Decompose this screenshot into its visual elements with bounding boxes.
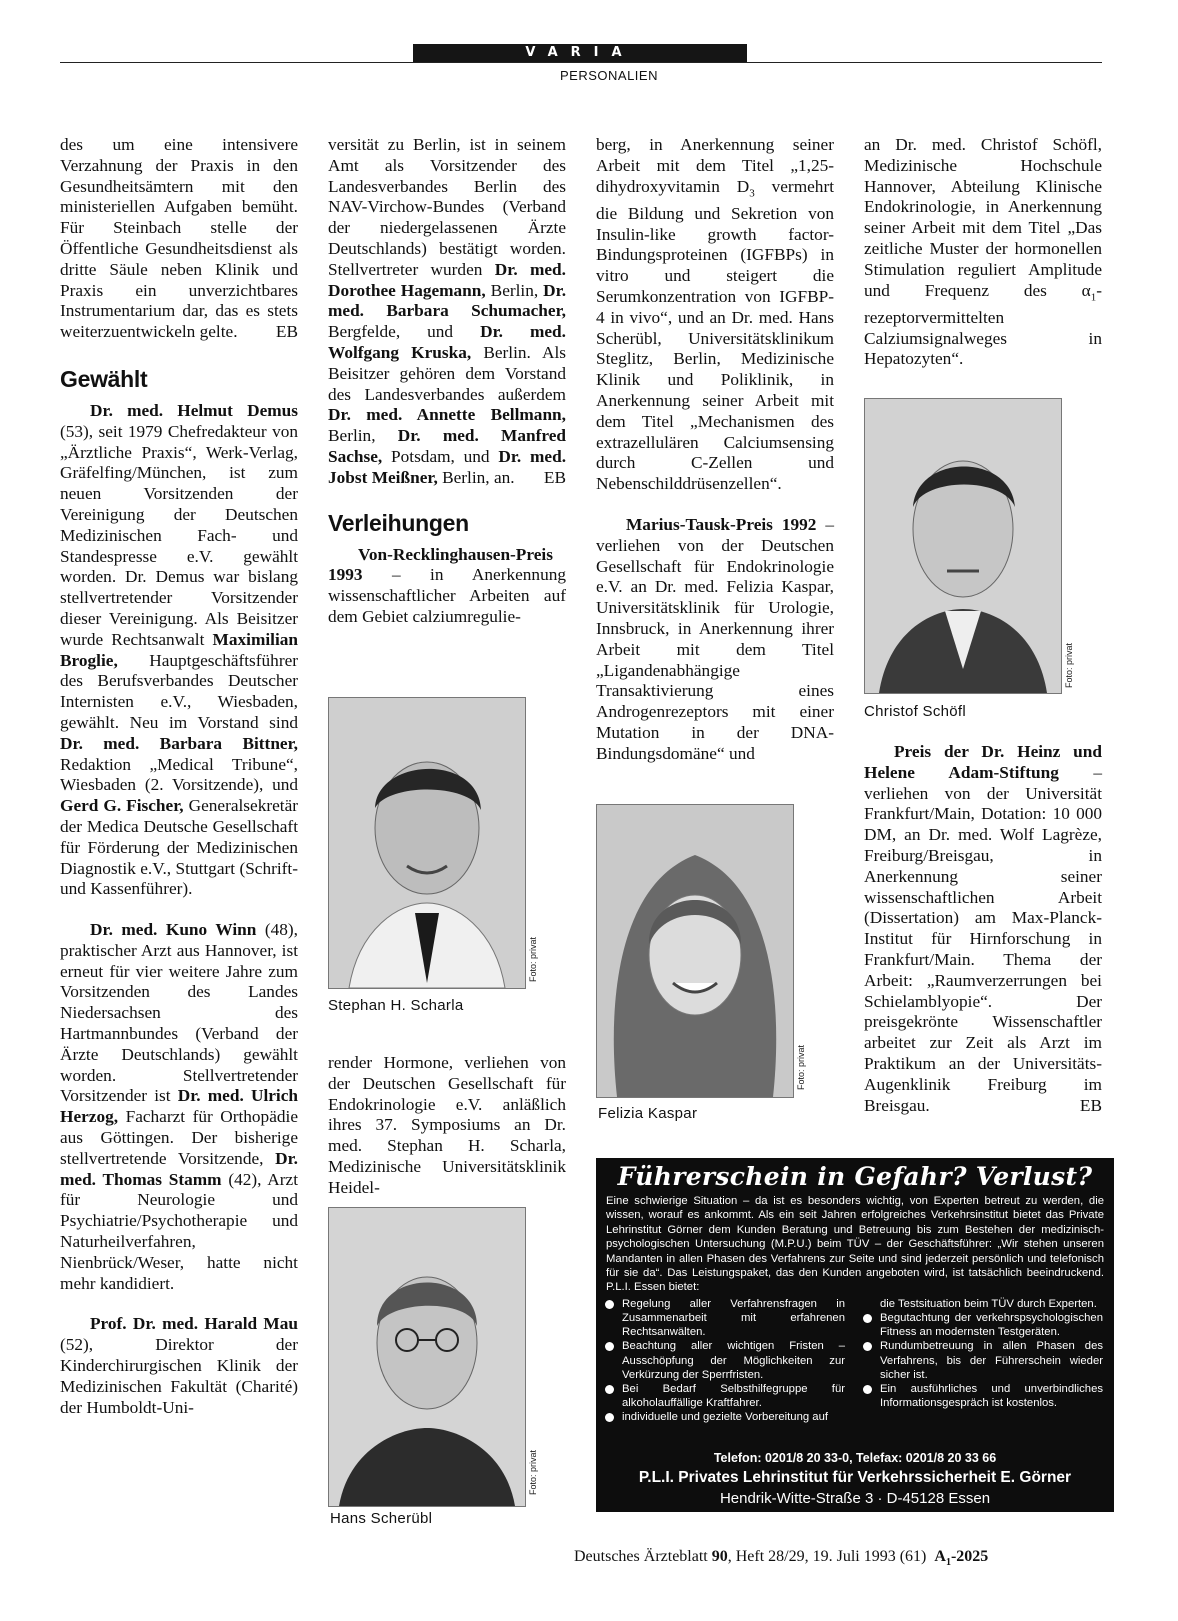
- article-scheruebl: [596, 135, 834, 495]
- text: Potsdam, und: [391, 446, 490, 466]
- text: Berlin,: [490, 280, 539, 300]
- advertisement-box: [596, 1158, 1114, 1512]
- author-sign: EB: [275, 322, 298, 342]
- ad-intro: Eine schwierige Situation – da ist es besonders wichtig, von Experten betreut zu werden, die wissen, worauf es ankommt. Als ein seit Jahren erfolgreiches Verkehrsinstitut bietet das Private Lehrinstitut Görner dem Kunden Beratung und Betreuung bis zum Bestehen der medizinisch-psychologischen Untersuchung (M.P.U.) beim TÜV – der Geschäftsführer: „Wir stehen unseren Mandanten in allen Phasen des Verfahrens zur Seite und sind jederzeit persönlich und telefonisch für sie da“. Das Leistungspaket, das den Kunden angeboten wird, ist tatsächlich beeindruckend. P.L.I. Essen bietet:: [606, 1195, 1104, 1294]
- person-name: Prof. Dr. med. Harald Mau: [90, 1314, 298, 1334]
- ad-list-item: Rundumbetreuung in allen Phasen des Verfahrens, bis der Führerschein wieder sicher ist.: [858, 1339, 1103, 1382]
- person-name: Dr. med. Barbara Schumacher,: [328, 280, 567, 321]
- issue-info: , Heft 28/29, 19. Juli 1993 (61): [727, 1548, 927, 1565]
- ad-title: Führerschein in Gefahr? Verlust?: [617, 1162, 1093, 1191]
- portrait-image: [329, 1208, 525, 1506]
- photo-credit: Foto: privat: [796, 1044, 806, 1090]
- author-sign: EB: [1079, 1095, 1102, 1115]
- ad-address: Hendrik-Witte-Straße 3 · D-45128 Essen: [719, 1489, 991, 1507]
- person-name: Dr. med. Dorothee Hagemann,: [328, 259, 566, 300]
- person-name: Dr. med. Jobst Meißner,: [328, 446, 567, 487]
- column-4: [864, 135, 1102, 370]
- photo-caption-scharla: Stephan H. Scharla: [328, 997, 464, 1014]
- page-footer: [574, 1548, 988, 1568]
- journal-name: Deutsches Ärzteblatt: [574, 1548, 708, 1565]
- text: Berlin, an.: [442, 467, 515, 487]
- text: Generalsekretär der Medica Deutsche Gesellschaft für Förderung der Medizinischen Diagnostik e.V., Stuttgart (Schrift- und Kassenführer).: [60, 796, 298, 899]
- text: an Dr. med. Christof Schöfl, Medizinische Hochschule Hannover, Abteilung Klinische Endokrinologie, in Anerkennung seiner Arbeit mit dem Titel „Das zeitliche Muster der hormonellen Stimulation reguliert Amplitude und Frequenz des α: [864, 135, 1102, 300]
- ad-list-item: Ein ausführliches und unverbindliches Informationsgespräch ist kostenlos.: [858, 1382, 1103, 1410]
- prize-name: Preis der Dr. Heinz und Helene Adam-Stiftung: [864, 742, 1102, 782]
- text: berg, in Anerkennung seiner Arbeit mit dem Titel „1,25-dihydroxyvitamin D: [596, 135, 834, 196]
- person-name: Dr. med. Barbara Bittner,: [60, 733, 298, 753]
- article-recklinghausen: [328, 545, 566, 628]
- person-name: Dr. med. Manfred Sachse,: [328, 426, 566, 466]
- ad-company-name: P.L.I. Privates Lehrinstitut für Verkehrssicherheit E. Görner: [638, 1468, 1072, 1486]
- person-name: Dr. med. Wolfgang Kruska,: [328, 322, 566, 362]
- column-2-continued: [328, 1053, 566, 1199]
- author-sign: EB: [543, 467, 566, 487]
- text: Berlin. Als Beisitzer gehören dem Vorstand des Landesverbandes außerdem: [328, 342, 567, 404]
- portrait-photo-scharla: [328, 697, 526, 989]
- subscript: 1: [1090, 291, 1097, 304]
- person-name: Gerd G. Fischer,: [60, 796, 184, 816]
- text: (42), Arzt für Neurologie und Psychiatrie/Psychotherapie und Naturheilverfahren, Nienbrück/Weser, hatte nicht mehr kandidiert.: [60, 1169, 298, 1293]
- volume: 90: [711, 1548, 728, 1565]
- text: vermehrt die Bildung und Sekretion von Insulin-like growth factor-Bindungsproteinen (IGFBPs) in vitro und steigert die Serumkonzentration von IGFBP-4 in vivo“, und an Dr. med. Hans Scherübl, Universitätsklinikum Steglitz, Berlin, Medizinische Klinik und Poliklinik, in Anerkennung seiner Arbeit mit dem Titel „Mechanismen des extrazellulären Calciumsensing durch C-Zellen und Nebenschilddrüsenzellen“.: [596, 176, 834, 494]
- page-number: [934, 1548, 989, 1569]
- text: Bergfelde, und: [328, 322, 454, 342]
- photo-credit: Foto: privat: [528, 936, 538, 982]
- photo-caption-scheruebl: Hans Scherübl: [330, 1510, 433, 1527]
- text: (48), praktischer Arzt aus Hannover, ist erneut für vier weitere Jahre zum Vorsitzenden des Landes Niedersachsen des Hartmannbundes (Verband der Ärzte Deutschlands) gewählt worden. Stellvertretender Vorsitzender ist: [60, 920, 298, 1106]
- person-name: Maximilian Broglie,: [60, 629, 298, 670]
- article-winn: [60, 920, 298, 1294]
- portrait-photo-schoefl: [864, 398, 1062, 694]
- prize-name: Marius-Tausk-Preis 1992: [626, 515, 817, 534]
- ad-list-item: Beachtung aller wichtigen Fristen – Ausschöpfung der Möglichkeiten zur Verkürzung der Sperrfristen.: [600, 1339, 845, 1382]
- text: -rezeptorvermittelten Calziumsignalweges in Hepatozyten“.: [864, 280, 1102, 369]
- article-recklinghausen-cont: render Hormone, verliehen von der Deutschen Gesellschaft für Endokrinologie e.V. anläßlich ihres 37. Symposiums an Dr. med. Stephan H. Scharla, Medizinische Universitätsklinik Heidel-: [328, 1053, 566, 1197]
- page-sub: 1: [945, 1557, 951, 1569]
- ad-list-item: Bei Bedarf Selbsthilfegruppe für alkoholauffällige Kraftfahrer.: [600, 1382, 845, 1410]
- page-prefix: A: [934, 1548, 946, 1565]
- heading-gewaehlt: Gewählt: [60, 365, 148, 392]
- page-num: -2025: [950, 1548, 989, 1565]
- intro-paragraph: [60, 135, 298, 343]
- text: Hauptgeschäftsführer des Berufsverbandes Deutscher Internisten e.V., Wiesbaden, gewählt. Neu im Vorstand sind: [60, 650, 298, 732]
- column-4-continued: [864, 742, 1102, 1116]
- text: (52), Direktor der Kinderchirurgischen Klinik der Medizinischen Fakultät (Charité) der Humboldt-Uni-: [60, 1335, 298, 1417]
- heading-verleihungen: Verleihungen: [328, 509, 469, 536]
- portrait-image: [865, 399, 1061, 693]
- ad-phone: Telefon: 0201/8 20 33-0, Telefax: 0201/8 20 33 66: [713, 1450, 997, 1465]
- text: Redaktion „Medical Tribune“, Wiesbaden (2. Vorsitzende), und: [60, 754, 298, 795]
- photo-credit: Foto: privat: [1064, 642, 1074, 688]
- ad-list-item: Begutachtung der verkehrspsychologischen Fitness an modernsten Testgeräten.: [858, 1311, 1103, 1339]
- text: versität zu Berlin, ist in seinem Amt als Vorsitzender des Landesverbandes Berlin des NAV-Virchow-Bundes (Verband der niedergelassenen Ärzte Deutschlands) bestätigt worden. Stellvertreter wurden: [328, 135, 566, 279]
- text: – verliehen von der Universität Frankfurt/Main, Dotation: 10 000 DM, an Dr. med. Wolf Lagrèze, Freiburg/Breisgau, in Anerkennung seiner wissenschaftlichen Arbeit (Dissertation) am Max-Planck-Institut für Hirnforschung in Frankfurt/Main. Thema der Arbeit: „Raumverzerrungen bei Schielamblyopie“. Der preisgekrönte Wissenschaftler arbeitet zur Zeit als Arzt im Praktikum an der Universitäts-Augenklinik Freiburg im Breisgau.: [864, 762, 1102, 1115]
- prize-name: Von-Recklinghausen-Preis 1993: [328, 544, 553, 585]
- text: Facharzt für Orthopädie aus Göttingen. Der bisherige stellvertretende Vorsitzende,: [60, 1107, 298, 1168]
- column-1: [60, 135, 298, 1418]
- photo-caption-kaspar: Felizia Kaspar: [598, 1105, 698, 1122]
- person-name: Dr. med. Thomas Stamm: [60, 1148, 298, 1189]
- portrait-image: [597, 805, 793, 1097]
- text: – verliehen von der Deutschen Gesellschaft für Endokrinologie e.V. an Dr. med. Felizia Kaspar, Universitätsklinik für Urologie, Innsbruck, in Anerkennung ihrer Arbeit mit dem Titel „Ligandenabhängige Transaktivierung eines Androgenrezeptors mit einer Mutation in der DNA-Bindungsdomäne“ und: [596, 515, 834, 763]
- ad-list-item: Regelung aller Verfahrensfragen in Zusammenarbeit mit erfahrenen Rechtsanwälten.: [600, 1297, 845, 1340]
- article-mau: [60, 1314, 298, 1418]
- intro-text: des um eine intensivere Verzahnung der Praxis in den Gesundheitsämtern mit den ministeriellen Aufgaben bemüht. Für Steinbach stelle der Öffentliche Gesundheitsdienst als dritte Säule neben Klinik und Praxis ein unverzichtbares Instrumentarium dar, das es stets weiterzuentwickeln gelte.: [60, 135, 298, 342]
- text: (53), seit 1979 Chefredakteur von „Ärztliche Praxis“, Werk-Verlag, Gräfelfing/München, ist zum neuen Vorsitzenden der Vereinigung der Deutschen Medizinischen Fach- und Standespresse e.V. gewählt worden. Dr. Demus war bislang stellvertretender Vorsitzender dieser Vereinigung. Als Beisitzer wurde Rechtsanwalt: [60, 421, 298, 649]
- article-schoefl: [864, 135, 1102, 370]
- ad-list-left: [600, 1297, 845, 1425]
- article-tausk: [596, 515, 834, 765]
- person-name: Dr. med. Annette Bellmann,: [328, 405, 566, 425]
- portrait-photo-scheruebl: [328, 1207, 526, 1507]
- article-demus: [60, 401, 298, 900]
- person-name: Dr. med. Helmut Demus: [90, 400, 298, 420]
- ad-list-right: [858, 1297, 1103, 1411]
- ad-lists: [596, 1297, 1114, 1447]
- column-3: [596, 135, 834, 765]
- column-2: [328, 135, 566, 628]
- person-name: Dr. med. Kuno Winn: [90, 920, 257, 940]
- photo-caption-schoefl: Christof Schöfl: [864, 703, 967, 720]
- article-adam-stiftung: [864, 742, 1102, 1116]
- section-subtitle: PERSONALIEN: [560, 68, 658, 83]
- ad-list-item: individuelle und gezielte Vorbereitung auf: [600, 1410, 845, 1424]
- photo-credit: Foto: privat: [528, 1449, 538, 1495]
- person-name: Dr. med. Ulrich Herzog,: [60, 1086, 298, 1127]
- portrait-image: [329, 698, 525, 988]
- portrait-photo-kaspar: [596, 804, 794, 1098]
- text: – in Anerkennung wissenschaftlicher Arbeiten auf dem Gebiet calziumregulie-: [328, 565, 566, 626]
- ad-list-item: die Testsituation beim TÜV durch Experten.: [880, 1297, 1097, 1310]
- article-nav: [328, 135, 566, 489]
- text: Berlin,: [328, 426, 376, 446]
- section-header-bar: VARIA: [413, 44, 747, 62]
- subscript: 3: [749, 187, 755, 200]
- header-rule: [60, 62, 1102, 63]
